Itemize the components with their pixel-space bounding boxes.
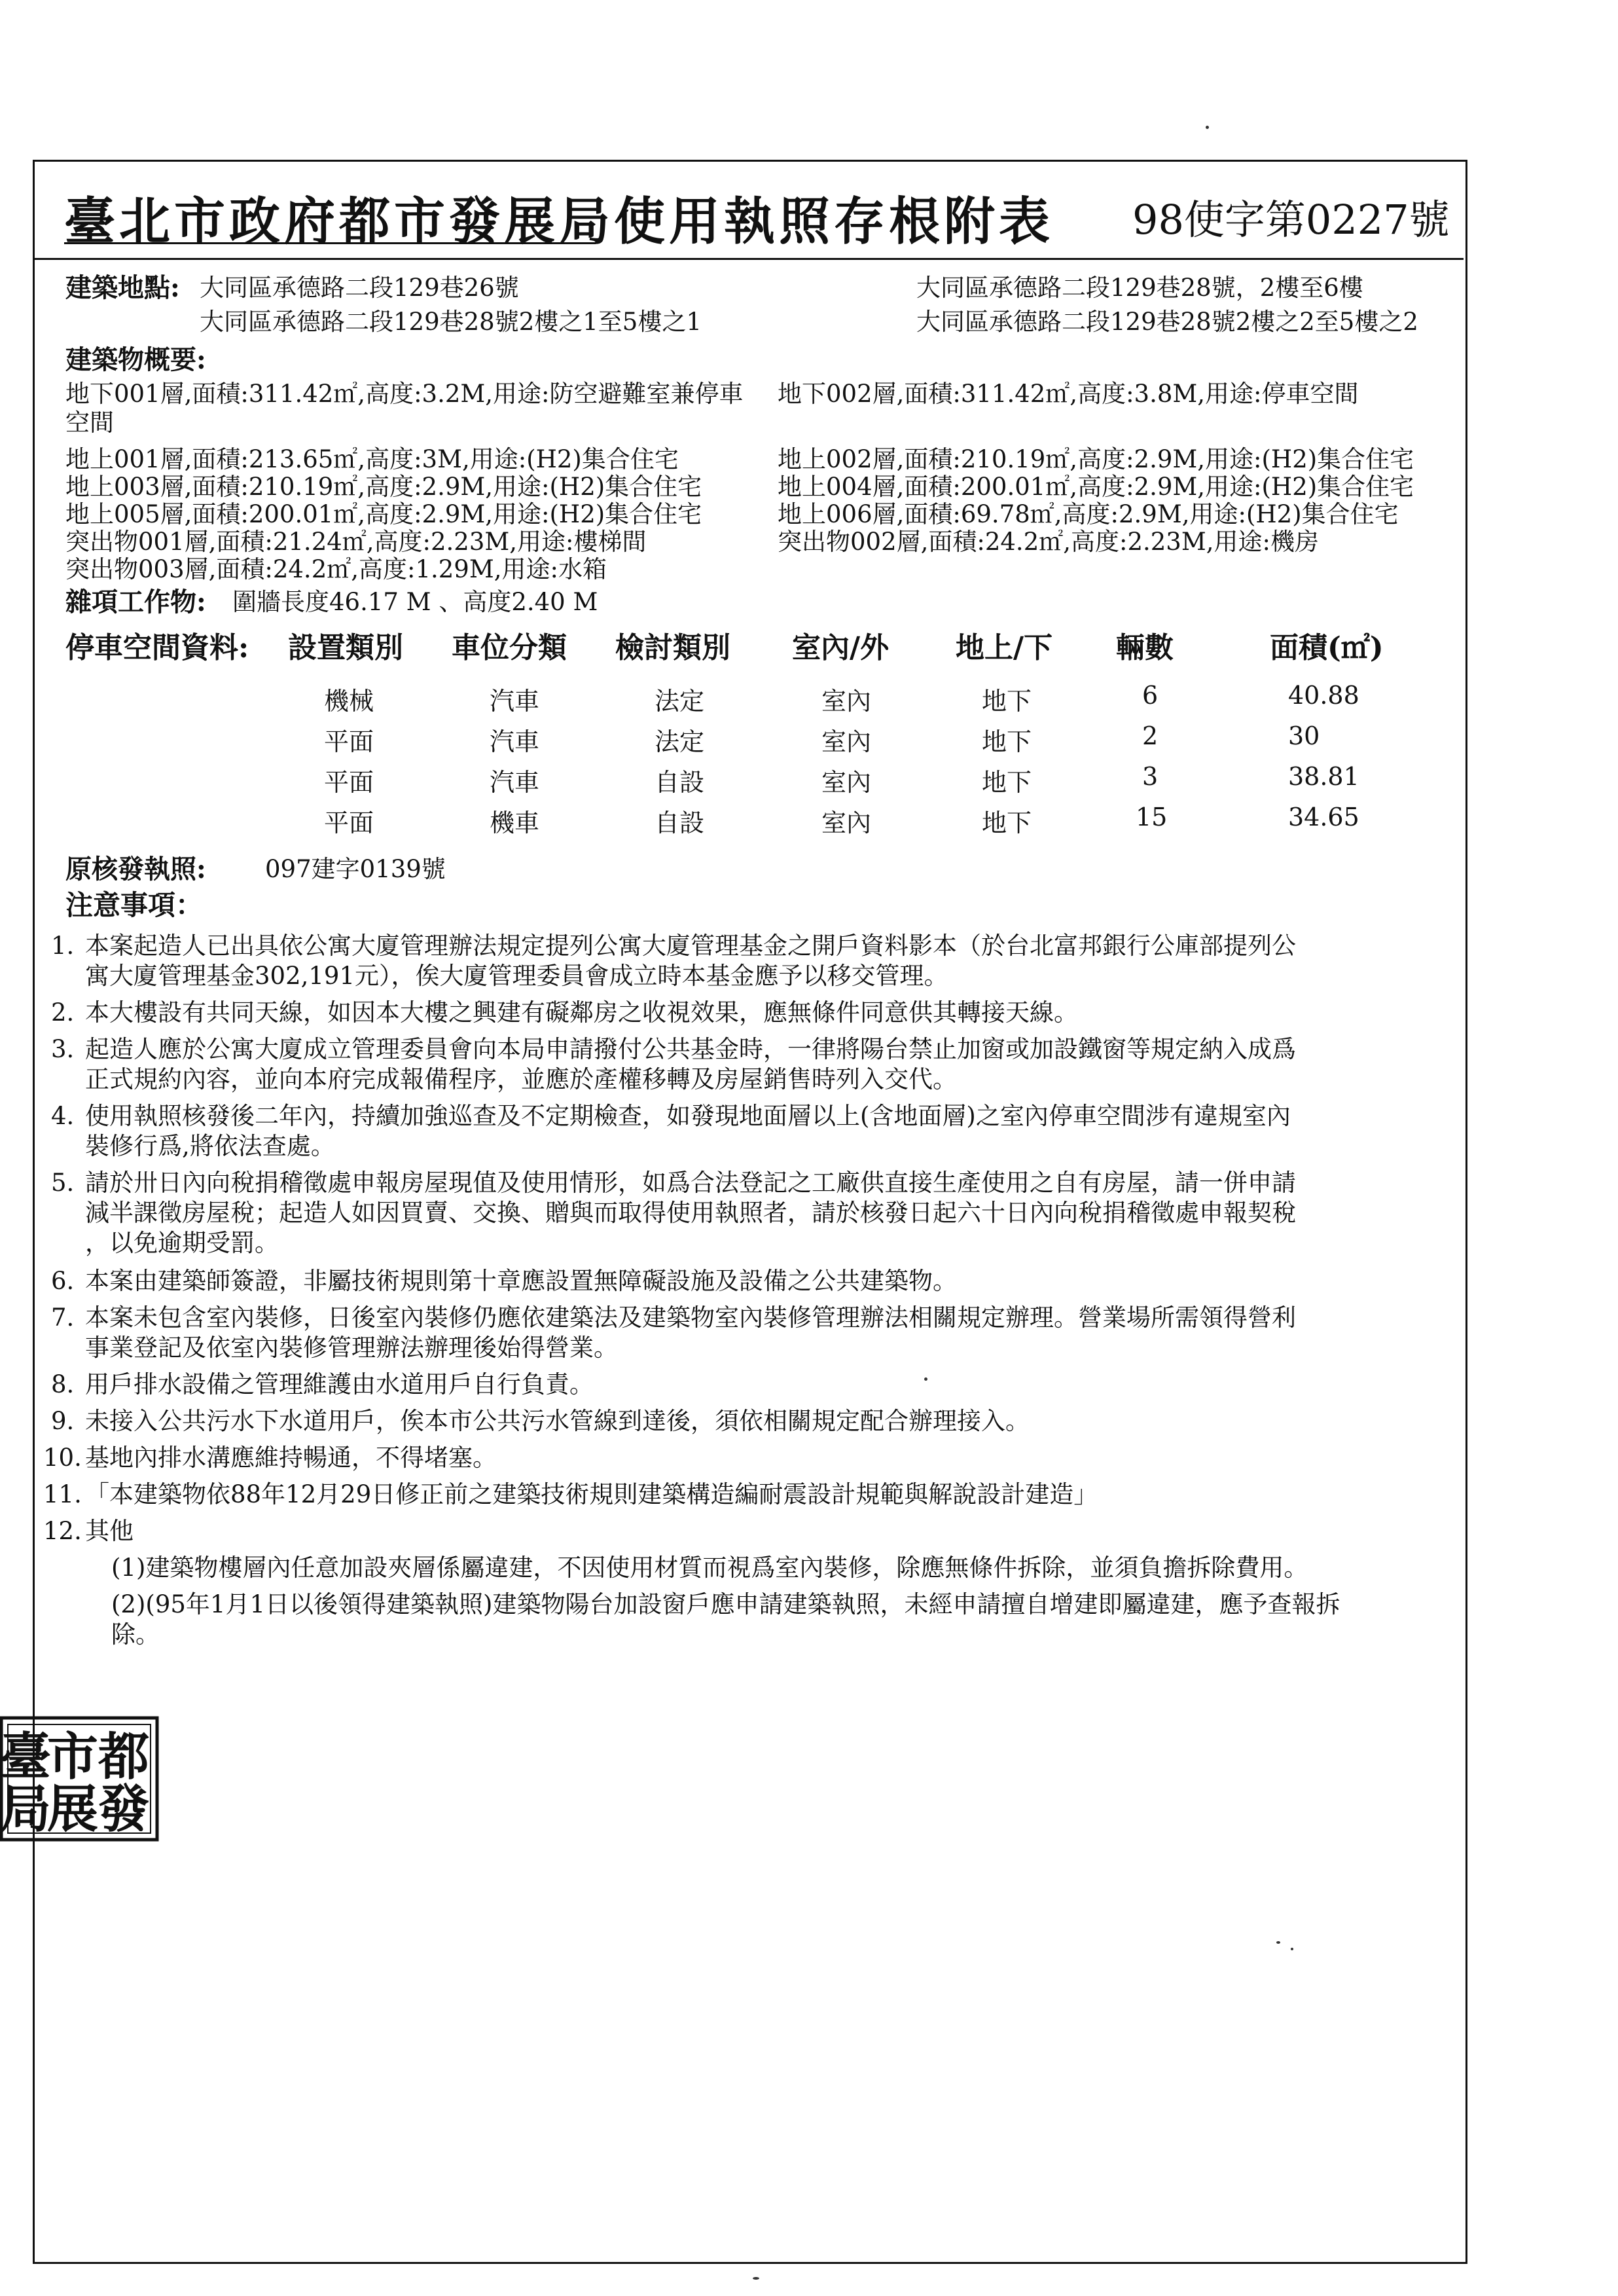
note-line: 使用執照核發後二年內，持續加強巡查及不定期檢查，如發現地面層以上(含地面層)之室內停車空間涉有違規室內 [85,1102,1291,1130]
cell: 平面 [324,727,374,756]
note-number: 5. [51,1169,75,1197]
cell: 自設 [655,768,705,797]
address-line: 大同區承德路二段129巷28號2樓之1至5樓之1 [200,308,702,336]
document-title: 臺北市政府都市發展局使用執照存根附表 [64,192,1054,251]
note-line: 本案起造人已出具依公寓大廈管理辦法規定提列公寓大廈管理基金之開戶資料影本（於台北富邦銀行公庫部提列公 [85,932,1296,960]
overview-label: 建築物概要: [65,344,206,375]
note-line: 用戶排水設備之管理維護由水道用戶自行負責。 [85,1370,594,1398]
note-line: 減半課徵房屋稅；起造人如因買賣、交換、贈與而取得使用執照者，請於核發日起六十日內向稅捐稽徵處申報契稅 [85,1199,1296,1227]
scan-speck [1291,1948,1293,1950]
cell: 40.88 [1288,681,1359,710]
cell: 3 [1142,762,1159,791]
title-bar [33,160,1464,260]
svg-text:展: 展 [47,1779,99,1839]
title-underline [64,242,596,244]
note-line: 本案由建築師簽證，非屬技術規則第十章應設置無障礙設施及設備之公共建築物。 [85,1267,957,1295]
note-number: 2. [51,998,75,1027]
note-line: 正式規約內容，並向本府完成報備程序，並應於產權移轉及房屋銷售時列入交代。 [85,1065,957,1093]
note-item [43,1480,1098,1510]
original-permit-label: 原核發執照: [65,854,206,884]
cell: 2 [1142,721,1159,750]
floor-line: 地上006層,面積:69.78㎡,高度:2.9M,用途:(H2)集合住宅 [778,500,1399,528]
misc-value: 圍牆長度46.17 M 、高度2.40 M [232,588,598,616]
note-line: 其他 [85,1517,134,1545]
cell: 汽車 [490,727,540,756]
note-line: 本大樓設有共同天線，如因本大樓之興建有礙鄰房之收視效果，應無條件同意供其轉接天線。 [85,998,1078,1027]
parking-header: 車位分類 [452,631,567,665]
parking-header: 設置類別 [288,631,403,665]
note-number: 4. [51,1102,75,1130]
cell: 平面 [324,809,374,837]
svg-text:局: 局 [0,1779,52,1839]
note-number: 12. [43,1517,82,1545]
svg-text:都: 都 [98,1727,150,1787]
note-line: 起造人應於公寓大廈成立管理委員會向本局申請撥付公共基金時，一律將陽台禁止加窗或加設鐵窗等規定納入成爲 [85,1035,1296,1063]
floor-line: 突出物001層,面積:21.24㎡,高度:2.23M,用途:樓梯間 [65,528,647,556]
scan-speck [924,1377,927,1381]
basement-line: 地下001層,面積:311.42㎡,高度:3.2M,用途:防空避難室兼停車 [65,380,744,408]
note-item [51,1406,1030,1436]
note-line: 寓大廈管理基金302,191元），俟大廈管理委員會成立時本基金應予以移交管理。 [85,962,948,990]
note-line: 本案未包含室內裝修，日後室內裝修仍應依建築法及建築物室內裝修管理辦法相關規定辦理。營業場所需領得營利 [85,1303,1296,1332]
cell: 地下 [982,687,1032,716]
note-line: 裝修行爲,將依法查處。 [85,1132,335,1160]
note-line: 事業登記及依室內裝修管理辦法辦理後始得營業。 [85,1334,618,1362]
note-item [51,1168,1296,1258]
basement-line: 空間 [65,409,114,437]
floor-line: 地上004層,面積:200.01㎡,高度:2.9M,用途:(H2)集合住宅 [778,473,1414,501]
parking-header: 輛數 [1116,631,1174,665]
address-line: 大同區承德路二段129巷28號2樓之2至5樓之2 [916,308,1418,336]
floor-line: 突出物003層,面積:24.2㎡,高度:1.29M,用途:水箱 [65,555,607,583]
parking-header: 室內/外 [792,631,890,665]
floor-line: 地上003層,面積:210.19㎡,高度:2.9M,用途:(H2)集合住宅 [65,473,702,501]
misc-label: 雜項工作物: [65,587,206,617]
cell: 自設 [655,809,705,837]
parking-header: 地上/下 [956,631,1053,665]
basement-line: 地下002層,面積:311.42㎡,高度:3.8M,用途:停車空間 [778,380,1359,408]
cell: 30 [1288,721,1320,750]
note-line: 基地內排水溝應維持暢通，不得堵塞。 [85,1444,497,1472]
note-sub-item [111,1590,1340,1650]
cell: 室內 [821,809,872,837]
parking-header: 面積(㎡) [1270,631,1384,665]
svg-text:發: 發 [98,1779,150,1839]
floor-line: 地上001層,面積:213.65㎡,高度:3M,用途:(H2)集合住宅 [65,445,679,473]
note-line: (1)建築物樓層內任意加設夾層係屬違建，不因使用材質而視爲室內裝修，除應無條件拆除，並須負擔拆除費用。 [111,1554,1308,1582]
note-number: 8. [51,1370,75,1398]
scan-speck [753,2277,759,2280]
note-item [43,1516,134,1546]
note-number: 11. [43,1480,82,1508]
note-number: 7. [51,1303,75,1332]
floor-line: 突出物002層,面積:24.2㎡,高度:2.23M,用途:機房 [778,528,1319,556]
cell: 地下 [982,768,1032,797]
floor-line: 地上002層,面積:210.19㎡,高度:2.9M,用途:(H2)集合住宅 [778,445,1414,473]
note-item [51,1303,1296,1363]
scan-speck [1276,1941,1280,1944]
svg-text:臺: 臺 [0,1727,52,1787]
official-seal [0,1714,161,1845]
scan-speck [1206,126,1209,129]
seal-stamp-icon [0,1714,161,1845]
cell: 15 [1136,803,1168,831]
note-line: 未接入公共污水下水道用戶，俟本市公共污水管線到達後，須依相關規定配合辦理接入。 [85,1407,1030,1435]
note-number: 10. [43,1444,82,1472]
address-line: 大同區承德路二段129巷26號 [200,274,519,302]
note-item [51,998,1078,1028]
note-item [51,1266,957,1296]
cell: 室內 [821,727,872,756]
cell: 法定 [655,687,705,716]
cell: 38.81 [1288,762,1359,791]
note-item [51,1370,594,1400]
cell: 汽車 [490,687,540,716]
cell: 室內 [821,687,872,716]
cell: 地下 [982,727,1032,756]
parking-header: 檢討類別 [615,631,730,665]
parking-label: 停車空間資料: [65,631,249,665]
address-label: 建築地點: [65,272,180,303]
svg-text:市: 市 [47,1727,99,1787]
address-line: 大同區承德路二段129巷28號，2樓至6樓 [916,274,1363,302]
cell: 6 [1142,681,1159,710]
cell: 機械 [324,687,374,716]
permit-number: 98使字第0227號 [1132,196,1450,244]
note-number: 3. [51,1035,75,1063]
floor-line: 地上005層,面積:200.01㎡,高度:2.9M,用途:(H2)集合住宅 [65,500,702,528]
note-line: 「本建築物依88年12月29日修正前之建築技術規則建築構造編耐震設計規範與解說設計建造」 [85,1480,1098,1508]
note-item [51,1101,1291,1161]
note-item [51,1034,1296,1095]
note-number: 6. [51,1267,75,1295]
cell: 34.65 [1288,803,1359,831]
note-line: ，以免逾期受罰。 [85,1229,279,1257]
note-sub-item [111,1553,1308,1583]
cell: 地下 [982,809,1032,837]
note-line: 除。 [111,1620,160,1649]
note-number: 9. [51,1407,75,1435]
note-item [51,931,1296,991]
cell: 汽車 [490,768,540,797]
cell: 平面 [324,768,374,797]
note-number: 1. [51,932,75,960]
original-permit-value: 097建字0139號 [265,855,446,883]
notes-label: 注意事項： [65,889,204,921]
note-line: (2)(95年1月1日以後領得建築執照)建築物陽台加設窗戶應申請建築執照，未經申請擅自增建即屬違建，應予查報拆 [111,1590,1340,1618]
note-item [43,1443,497,1473]
cell: 機車 [490,809,540,837]
note-line: 請於卅日內向稅捐稽徵處申報房屋現值及使用情形，如爲合法登記之工廠供直接生產使用之自有房屋，請一併申請 [85,1169,1296,1197]
cell: 室內 [821,768,872,797]
cell: 法定 [655,727,705,756]
